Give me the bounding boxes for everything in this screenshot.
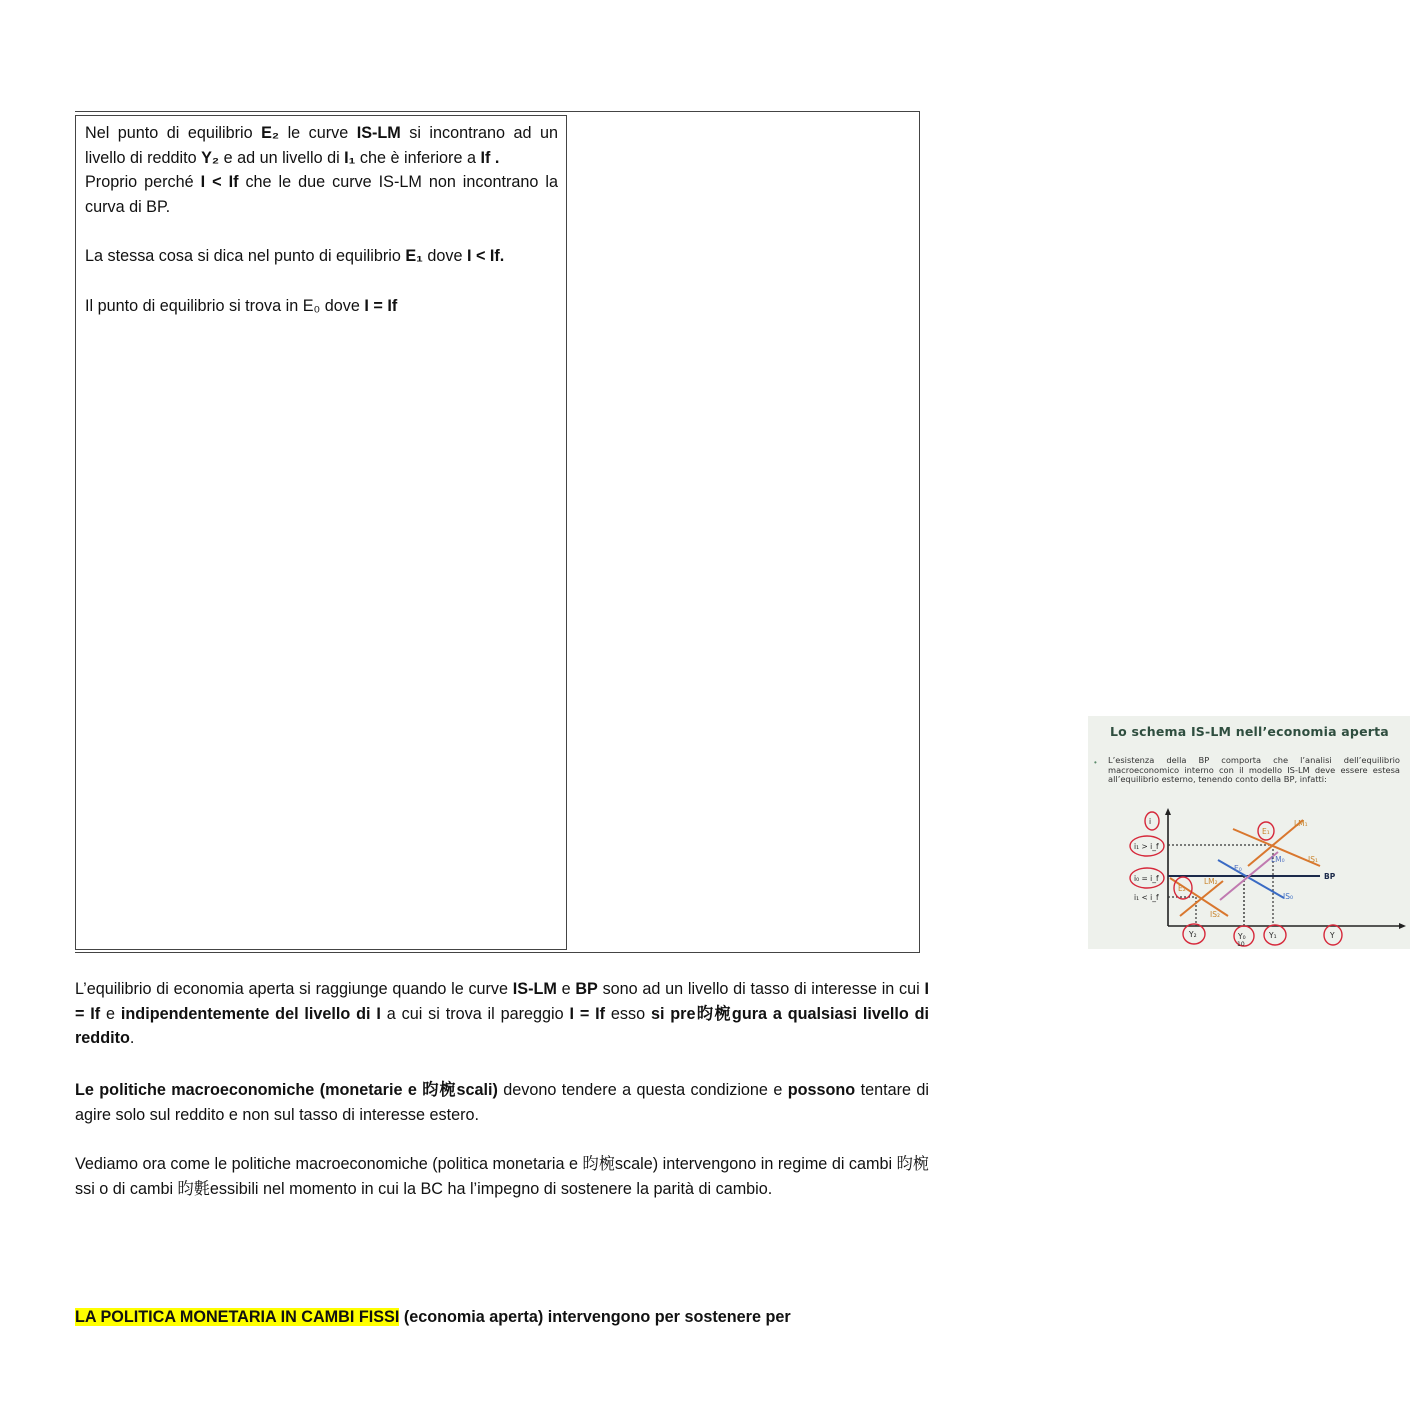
label-i1-gt-if: i₁ > i_f xyxy=(1134,842,1159,851)
table-cell-image xyxy=(567,112,1400,952)
label-lm0: LM₀ xyxy=(1271,855,1285,864)
label-lm2: LM₂ xyxy=(1204,877,1218,886)
paragraph-equilibrium-e0: Il punto di equilibrio si trova in E₀ dove I = If xyxy=(85,296,398,315)
slide-title: Lo schema IS-LM nell’economia aperta xyxy=(1110,724,1389,739)
paragraph-equilibrium-e1: La stessa cosa si dica nel punto di equilibrio E₁ dove I < If. xyxy=(85,247,505,265)
paragraph-macro-policies: Le politiche macroeconomiche (monetarie e 昀椀scali) devono tendere a questa condizione e possono tentare di agire solo sul reddito e non sul tasso di interesse estero. xyxy=(75,1081,929,1124)
paragraph-open-economy-equilibrium: L’equilibrio di economia aperta si raggiunge quando le curve IS-LM e BP sono ad un livello di tasso di interesse in cui I = If e indipendentemente del livello di I a cui si trova il pareggio I = If esso si pre昀椀gura a qualsiasi livello di reddito. xyxy=(75,980,929,1047)
table-cell-text xyxy=(75,115,567,950)
label-is1: IS₁ xyxy=(1308,855,1318,864)
slide-page-number: 10 xyxy=(1237,941,1245,948)
label-e2: E₂ xyxy=(1178,884,1186,893)
label-y2: Y₂ xyxy=(1189,930,1197,939)
paragraph-exchange-regimes: Vediamo ora come le politiche macroeconomiche (politica monetaria e 昀椀scale) intervengono in regime di cambi 昀椀ssi o di cambi 昀氀essibili nel momento in cui la BC ha l’impegno di sostenere la parità di cambio. xyxy=(75,1155,929,1198)
slide-text: L’esistenza della BP comporta che l’analisi dell’equilibrio macroeconomico interno con il modello IS-LM deve essere estesa all’equilibrio esterno, tenendo conto della BP, infatti: xyxy=(1108,755,1400,785)
label-e0: E₀ xyxy=(1234,864,1242,873)
label-is0: IS₀ xyxy=(1283,892,1293,901)
label-i0-eq-if: i₀ = i_f xyxy=(1134,874,1159,883)
axis-label-i: i xyxy=(1149,817,1152,826)
label-y1: Y₁ xyxy=(1269,931,1277,940)
paragraph-i-less-if: Proprio perché I < If che le due curve IS-LM non incontrano la curva di BP. xyxy=(85,173,558,216)
islm-bp-diagram xyxy=(1088,716,1410,949)
highlighted-heading: LA POLITICA MONETARIA IN CAMBI FISSI xyxy=(75,1308,400,1326)
label-e1: E₁ xyxy=(1262,827,1270,836)
label-lm1: LM₁ xyxy=(1294,819,1308,828)
content-table xyxy=(75,111,1400,953)
label-bp: BP xyxy=(1324,872,1336,881)
label-y0: Y₀ xyxy=(1238,932,1246,941)
islm-slide-image xyxy=(1088,716,1410,949)
label-i1-lt-if: i₁ < i_f xyxy=(1134,893,1159,902)
label-is2: IS₂ xyxy=(1210,910,1220,919)
bullet-icon: • xyxy=(1094,758,1097,767)
label-y: Y xyxy=(1330,931,1335,940)
paragraph-equilibrium-e2: Nel punto di equilibrio E₂ le curve IS-LM si incontrano ad un livello di reddito Y₂ e ad un livello di I₁ che è inferiore a If . xyxy=(85,124,558,167)
section-heading-monetary-policy: LA POLITICA MONETARIA IN CAMBI FISSI (economia aperta) intervengono per sostenere per xyxy=(75,1308,791,1326)
